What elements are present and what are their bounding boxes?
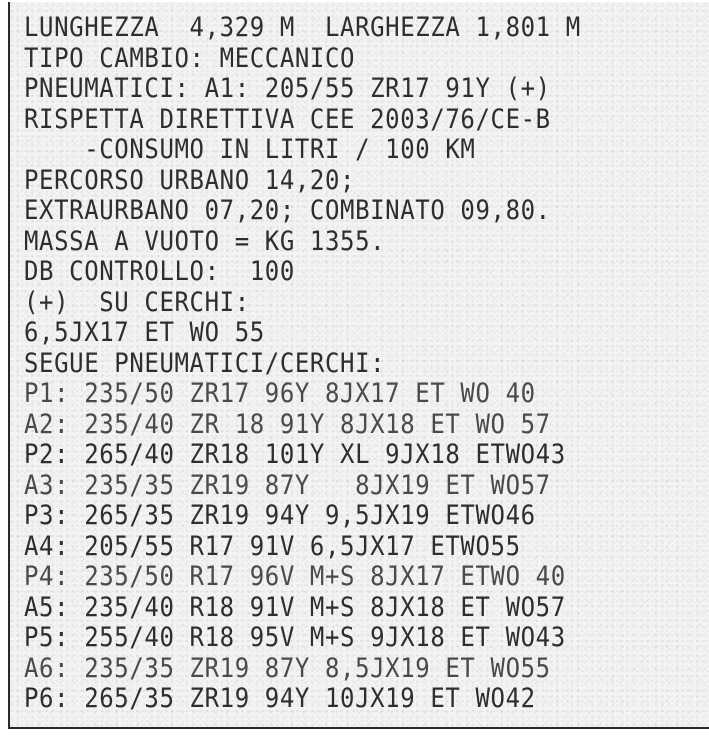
text-line-a3: A3: 235/35 ZR19 87Y 8JX19 ET WO57 xyxy=(24,468,551,501)
text-line-directive: RISPETTA DIRETTIVA CEE 2003/76/CE-B xyxy=(24,102,551,135)
text-line-p3: P3: 265/35 ZR19 94Y 9,5JX19 ETWO46 xyxy=(24,499,536,531)
text-line-a6: A6: 235/35 ZR19 87Y 8,5JX19 ET WO55 xyxy=(24,651,551,684)
text-line-mass: MASSA A VUOTO = KG 1355. xyxy=(24,224,386,257)
text-line-p5: P5: 255/40 R18 95V M+S 9JX18 ET WO43 xyxy=(24,621,566,653)
text-line-extraurban: EXTRAURBANO 07,20; COMBINATO 09,80. xyxy=(24,194,551,226)
text-line-rim-a1: 6,5JX17 ET WO 55 xyxy=(24,316,265,348)
document-page xyxy=(8,2,709,729)
text-line-rims-note: (+) SU CERCHI: xyxy=(24,285,250,318)
text-line-urban: PERCORSO URBANO 14,20; xyxy=(24,163,356,196)
text-line-p1: P1: 235/50 ZR17 96Y 8JX17 ET WO 40 xyxy=(24,377,536,409)
text-line-length-width: LUNGHEZZA 4,329 M LARGHEZZA 1,801 M xyxy=(24,11,581,43)
text-line-p2: P2: 265/40 ZR18 101Y XL 9JX18 ETWO43 xyxy=(24,438,566,470)
text-line-p4: P4: 235/50 R17 96V M+S 8JX17 ETWO 40 xyxy=(24,560,566,592)
text-line-a2: A2: 235/40 ZR 18 91Y 8JX18 ET WO 57 xyxy=(24,407,551,440)
text-line-gearbox: TIPO CAMBIO: MECCANICO xyxy=(24,41,356,74)
text-line-a5: A5: 235/40 R18 91V M+S 8JX18 ET WO57 xyxy=(24,590,566,623)
document-text xyxy=(24,12,581,714)
text-line-db: DB CONTROLLO: 100 xyxy=(24,255,295,287)
text-line-consumption: -CONSUMO IN LITRI / 100 KM xyxy=(24,133,476,165)
text-line-a4: A4: 205/55 R17 91V 6,5JX17 ETWO55 xyxy=(24,529,521,562)
text-line-tyres: PNEUMATICI: A1: 205/55 ZR17 91Y (+) xyxy=(24,72,551,104)
text-line-follows: SEGUE PNEUMATICI/CERCHI: xyxy=(24,346,386,379)
text-line-p6: P6: 265/35 ZR19 94Y 10JX19 ET WO42 xyxy=(24,682,536,714)
